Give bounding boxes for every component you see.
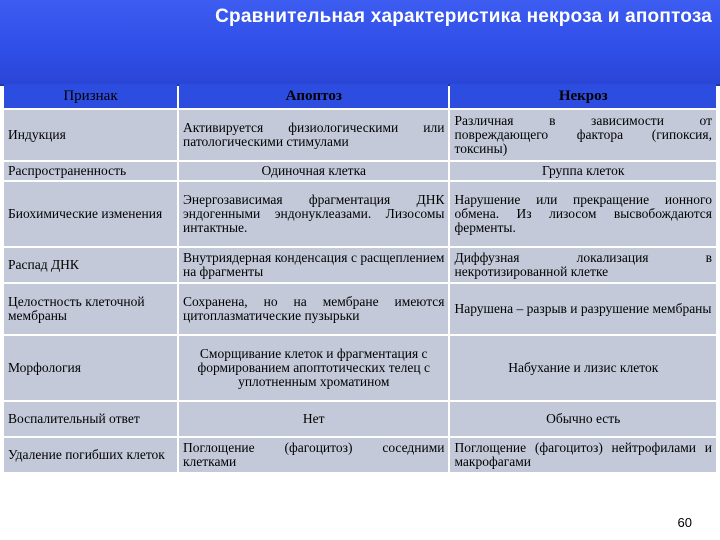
- table-row: [4, 284, 716, 334]
- cell-feature: Биохимические изменения: [4, 182, 177, 246]
- cell-necrosis: Набухание и лизис клеток: [450, 336, 716, 400]
- header-apoptosis: Апоптоз: [179, 84, 449, 108]
- cell-feature: Распространенность: [4, 162, 177, 180]
- cell-apoptosis: Сохранена, но на мембране имеются цитоплазматические пузырьки: [179, 284, 449, 334]
- cell-feature: Воспалительный ответ: [4, 402, 177, 436]
- table-row: [4, 438, 716, 472]
- cell-necrosis: Поглощение (фагоцитоз) нейтрофилами и макрофагами: [450, 438, 716, 472]
- cell-feature: Удаление погибших клеток: [4, 438, 177, 472]
- cell-feature: Индукция: [4, 110, 177, 160]
- header-necrosis: Некроз: [450, 84, 716, 108]
- cell-necrosis: Различная в зависимости от повреждающего фактора (гипоксия, токсины): [450, 110, 716, 160]
- cell-necrosis: Нарушена – разрыв и разрушение мембраны: [450, 284, 716, 334]
- table-row: [4, 402, 716, 436]
- cell-apoptosis: Нет: [179, 402, 449, 436]
- cell-necrosis: Группа клеток: [450, 162, 716, 180]
- cell-apoptosis: Сморщивание клеток и фрагментация с формированием апоптотических телец с уплотненным хроматином: [179, 336, 449, 400]
- comparison-table: [2, 82, 718, 474]
- page-number: 60: [677, 515, 692, 530]
- table-row: [4, 336, 716, 400]
- slide-title: Сравнительная характеристика некроза и апоптоза: [215, 6, 712, 27]
- cell-necrosis: Нарушение или прекращение ионного обмена. Из лизосом высвобождаются ферменты.: [450, 182, 716, 246]
- cell-feature: Морфология: [4, 336, 177, 400]
- header-feature: Признак: [4, 84, 177, 108]
- cell-necrosis: Обычно есть: [450, 402, 716, 436]
- table-row: [4, 248, 716, 282]
- cell-necrosis: Диффузная локализация в некротизированной клетке: [450, 248, 716, 282]
- cell-apoptosis: Поглощение (фагоцитоз) соседними клетками: [179, 438, 449, 472]
- cell-apoptosis: Внутриядерная конденсация с расщеплением на фрагменты: [179, 248, 449, 282]
- cell-apoptosis: Активируется физиологическими или патологическими стимулами: [179, 110, 449, 160]
- cell-apoptosis: Энергозависимая фрагментация ДНК эндогенными эндонуклеазами. Лизосомы интактные.: [179, 182, 449, 246]
- table-header-row: [4, 84, 716, 108]
- cell-feature: Распад ДНК: [4, 248, 177, 282]
- table-row: [4, 182, 716, 246]
- table-row: [4, 110, 716, 160]
- table-row: [4, 162, 716, 180]
- cell-apoptosis: Одиночная клетка: [179, 162, 449, 180]
- cell-feature: Целостность клеточной мембраны: [4, 284, 177, 334]
